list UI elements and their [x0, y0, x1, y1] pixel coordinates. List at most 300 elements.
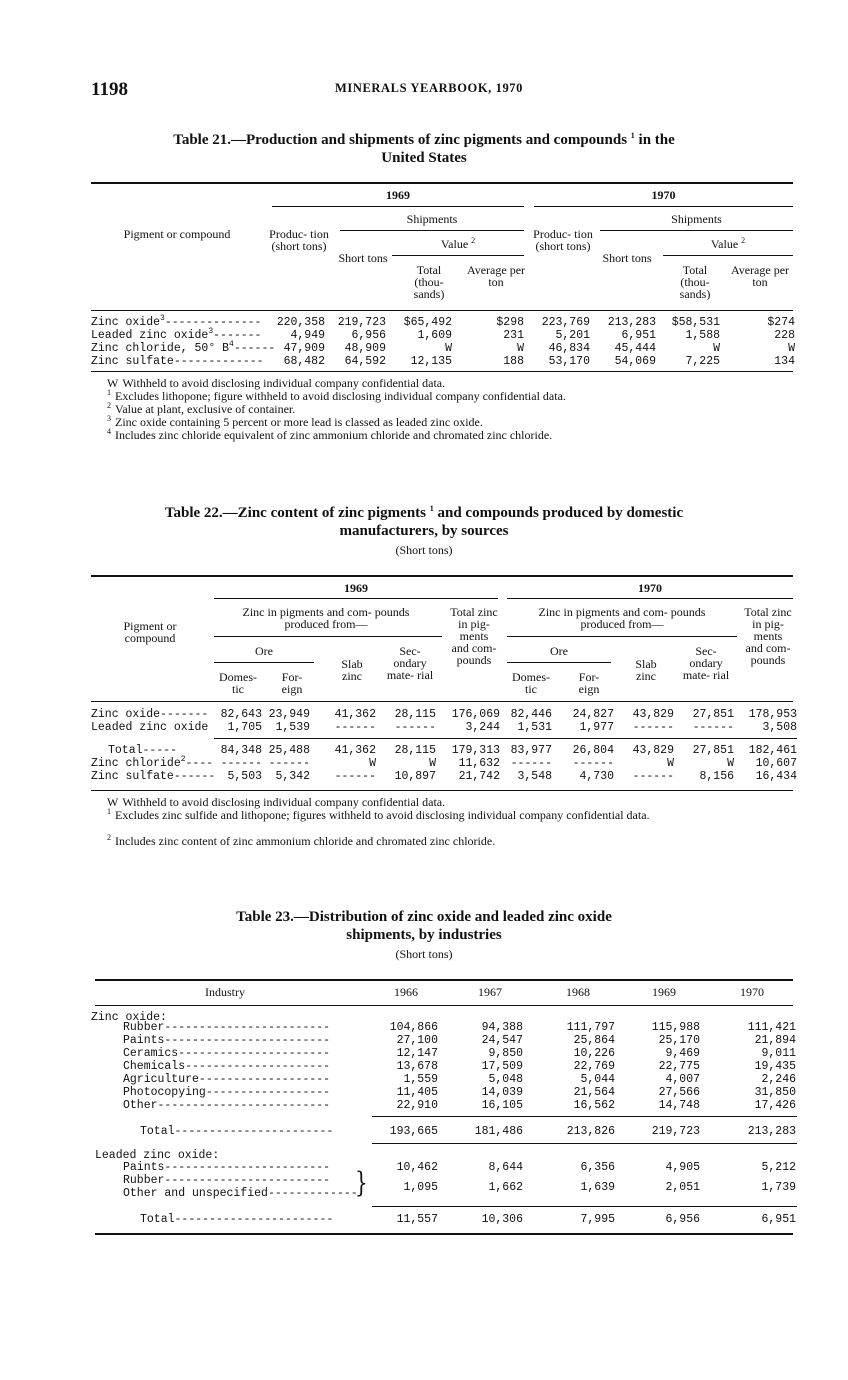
t21-footnote-mark: 3	[107, 414, 111, 423]
t23-zinc_oxide_total-leader: -----------------------	[174, 1125, 334, 1138]
table22-year-rule-a	[214, 598, 498, 599]
table22-ore-rule-1970	[507, 662, 611, 663]
table21-year-1970: 1970	[651, 188, 676, 202]
t21-cell: $58,531	[671, 316, 720, 329]
t22-cell: 3,548	[517, 770, 552, 783]
t21-cell: 5,201	[555, 329, 590, 342]
t23-zinc_oxide_rows-0-label	[123, 1022, 330, 1034]
t22-rows-0-name: Zinc oxide	[91, 708, 161, 721]
t21-row-3-name: Zinc sulfate	[91, 355, 174, 368]
t23-leaded-rubber-label	[123, 1175, 330, 1187]
t22-cell: ------	[692, 721, 734, 734]
t22-cell: 1,705	[227, 721, 262, 734]
table22-zinc-in-rule-1969	[214, 636, 442, 637]
t23-cell: 25,170	[658, 1034, 700, 1047]
t21-cell: 1,588	[685, 329, 720, 342]
t21-row-3-label	[91, 356, 264, 368]
table21-value-label-1970: Value	[710, 237, 739, 251]
t21-cell: 6,951	[621, 329, 656, 342]
table21-value-1970	[663, 238, 793, 250]
t22-cell: 28,115	[394, 708, 436, 721]
table21-top-rule	[91, 182, 793, 184]
t22-cell: ------	[334, 770, 376, 783]
t22-rows2-0-name: Zinc chloride	[91, 757, 181, 770]
t22-cell: 10,897	[394, 770, 436, 783]
t23-year-header: 1967	[478, 985, 502, 999]
t22-total-cell: 179,313	[451, 744, 500, 757]
table22-slab-1970: Slab zinc	[635, 657, 657, 683]
table21-value-label-1969: Value	[440, 237, 469, 251]
t23-subtotal-rule-1	[372, 1116, 797, 1117]
t23-zinc_oxide_rows-4-name: Agriculture	[123, 1073, 199, 1086]
table22-title-line2: manufacturers, by sources	[339, 523, 509, 539]
t23-cell: 1,095	[403, 1181, 438, 1194]
table21-value-fn-1969: 2	[471, 236, 476, 245]
t21-footnote-text: Excludes lithopone; figure withheld to avoid disclosing individual company confidential data.	[115, 389, 566, 403]
t23-cell: 14,748	[658, 1099, 700, 1112]
t22-total-label	[108, 745, 177, 757]
table21-year-rule-b	[534, 206, 793, 207]
table22-ore-1969: Ore	[255, 644, 273, 658]
t23-cell: 31,850	[754, 1086, 796, 1099]
t21-row-2-leader: ------	[233, 342, 276, 355]
table21-shipments-rule-1969	[340, 230, 524, 231]
t22-rows2-1-leader: ------	[173, 770, 216, 783]
t23-year-header: 1970	[740, 985, 764, 999]
t23-cell: 16,562	[573, 1099, 615, 1112]
t23-cell: 6,356	[580, 1161, 615, 1174]
t22-cell: 3,244	[465, 721, 500, 734]
table22-slab-1969: Slab zinc	[341, 657, 363, 683]
t22-total-cell: 41,362	[334, 744, 376, 757]
t23-cell: 12,147	[396, 1047, 438, 1060]
t22-cell: 16,434	[755, 770, 797, 783]
t22-total-cell: 26,804	[572, 744, 614, 757]
table21-year-1969: 1969	[386, 188, 410, 202]
t21-cell: W	[713, 342, 720, 355]
t21-cell: 7,225	[685, 355, 720, 368]
t23-cell: 10,306	[481, 1213, 523, 1226]
t23-zinc_oxide_rows-6-leader: -------------------------	[157, 1099, 331, 1112]
t23-cell: 7,995	[580, 1213, 615, 1226]
t21-footnote-mark: W	[107, 376, 119, 390]
table21-title-line1: Table 21.—Production and shipments of zinc pigments and compounds	[173, 132, 628, 148]
t23-cell: 1,662	[488, 1181, 523, 1194]
table21-shipments-1969: Shipments	[406, 212, 458, 226]
t22-cell: 178,953	[748, 708, 797, 721]
t23-zinc_oxide_rows-5-leader: ------------------	[205, 1086, 331, 1099]
t22-total-cell: 43,829	[632, 744, 674, 757]
table23-title-line1: Table 23.—Distribution of zinc oxide and leaded zinc oxide	[236, 909, 612, 925]
t23-cell: 213,283	[747, 1125, 796, 1138]
t23-leaded-other-name: Other and unspecified	[123, 1187, 268, 1200]
t22-cell: W	[667, 757, 674, 770]
table22-bottom-rule	[91, 790, 793, 791]
t21-cell: $274	[767, 316, 795, 329]
table22-title	[0, 504, 848, 540]
t22-cell: 1,531	[517, 721, 552, 734]
t23-cell: 21,894	[754, 1034, 796, 1047]
t23-leaded_total-label	[140, 1214, 333, 1226]
t22-cell: 43,829	[632, 708, 674, 721]
t22-rows-1-name: Leaded zinc oxide	[91, 721, 209, 734]
t22-cell: 8,156	[699, 770, 734, 783]
t21-footnote-mark: 2	[107, 401, 111, 410]
t22-cell: 1,977	[579, 721, 614, 734]
t21-row-2-name: Zinc chloride, 50° B	[91, 342, 230, 355]
t22-cell: 176,069	[451, 708, 500, 721]
t22-cell: ------	[394, 721, 436, 734]
t22-cell: 1,539	[275, 721, 310, 734]
table21-short-tons-1970: Short tons	[602, 251, 652, 265]
t23-group-zinc-oxide: Zinc oxide:	[91, 1011, 167, 1024]
t21-row-0-name: Zinc oxide	[91, 316, 161, 329]
table22-total-zinc-1969: Total zinc in pig- ments and com- pounds	[450, 605, 498, 667]
t23-zinc_oxide_rows-4-label	[123, 1074, 330, 1086]
t22-total-cell: 28,115	[394, 744, 436, 757]
t23-cell: 213,826	[566, 1125, 615, 1138]
t23-zinc_oxide_rows-2-leader: ----------------------	[178, 1047, 331, 1060]
t21-footnote-mark: 4	[107, 427, 111, 436]
table22-title-footnote-mark: 1	[429, 504, 434, 513]
t22-total-leader: -----	[142, 744, 178, 757]
table23-header-rule	[95, 1005, 793, 1006]
t23-cell: 4,007	[665, 1073, 700, 1086]
t23-subtotal-rule-2	[372, 1206, 797, 1207]
table22-zinc-in-1969: Zinc in pigments and com- pounds produced from—	[242, 605, 410, 631]
t22-footnote	[91, 809, 801, 822]
t21-row-1-name: Leaded zinc oxide	[91, 329, 209, 342]
table22-domestic-1970: Domes- tic	[512, 670, 550, 696]
table22-stub-head: Pigment or compound	[123, 619, 177, 645]
t22-cell: 11,632	[458, 757, 500, 770]
t23-cell: 11,557	[396, 1213, 438, 1226]
t22-cell: 23,949	[268, 708, 310, 721]
table21-shipments-rule-1970	[600, 230, 793, 231]
t22-total-cell: 25,488	[268, 744, 310, 757]
t22-footnote-mark: W	[107, 795, 119, 809]
t23-cell: 1,559	[403, 1073, 438, 1086]
table22-year-1970: 1970	[638, 581, 662, 595]
t23-cell: 10,462	[396, 1161, 438, 1174]
table21-total-1970: Total (thou- sands)	[679, 263, 711, 301]
t23-cell: 9,850	[488, 1047, 523, 1060]
t22-cell: ------	[632, 721, 674, 734]
t23-cell: 5,044	[580, 1073, 615, 1086]
table21-production-1970: Produc- tion (short tons)	[533, 227, 593, 253]
t21-footnote-text: Withheld to avoid disclosing individual company confidential data.	[122, 376, 446, 390]
t22-footnote-text: Excludes zinc sulfide and lithopone; figures withheld to avoid disclosing individual company confidential data.	[115, 808, 650, 822]
table22-title-line1-end: and compounds produced by domestic	[437, 505, 684, 521]
t21-cell: 6,956	[351, 329, 386, 342]
table21-title-line2: United States	[381, 150, 467, 166]
table22-subtitle: (Short tons)	[395, 543, 453, 557]
table21-bottom-rule	[91, 371, 793, 372]
table22-zinc-in-1970: Zinc in pigments and com- pounds produced from—	[538, 605, 706, 631]
t22-rows2-1-name: Zinc sulfate	[91, 770, 174, 783]
t21-footnote-text: Zinc oxide containing 5 percent or more lead is classed as leaded zinc oxide.	[115, 415, 483, 429]
t23-zinc_oxide_rows-3-label	[123, 1061, 330, 1073]
table21-production-1969: Produc- tion (short tons)	[269, 227, 329, 253]
t23-cell: 25,864	[573, 1034, 615, 1047]
t22-cell: 4,730	[579, 770, 614, 783]
t21-footnote-text: Value at plant, exclusive of container.	[115, 402, 296, 416]
t23-leaded-rubber-leader: ------------------------	[164, 1174, 331, 1187]
table21-value-fn-1970: 2	[741, 236, 746, 245]
t23-cell: 16,105	[481, 1099, 523, 1112]
t23-zinc_oxide_rows-2-label	[123, 1048, 330, 1060]
table23-title	[0, 908, 848, 944]
t23-cell: 1,639	[580, 1181, 615, 1194]
t23-year-header: 1969	[652, 985, 676, 999]
t21-cell: 64,592	[344, 355, 386, 368]
t23-cell: 5,212	[761, 1161, 796, 1174]
table21-average-1969: Average per ton	[466, 263, 526, 289]
table22-title-line1: Table 22.—Zinc content of zinc pigments	[164, 505, 426, 521]
t23-cell: 193,665	[389, 1125, 438, 1138]
t21-cell: $65,492	[403, 316, 452, 329]
table22-total-zinc-1970: Total zinc in pig- ments and com- pounds	[744, 605, 792, 667]
t23-year-header: 1968	[566, 985, 590, 999]
t23-cell: 13,678	[396, 1060, 438, 1073]
table21-value-rule-1969	[392, 255, 524, 256]
t23-cell: 111,421	[747, 1021, 796, 1034]
t23-cell: 6,956	[665, 1213, 700, 1226]
t23-leaded-rubber-name: Rubber	[123, 1174, 165, 1187]
table22-ore-1970: Ore	[550, 644, 568, 658]
t23-cell: 2,246	[761, 1073, 796, 1086]
t23-zinc_oxide_rows-2-name: Ceramics	[123, 1047, 179, 1060]
t21-cell: 68,482	[283, 355, 325, 368]
t22-total-cell: 27,851	[692, 744, 734, 757]
t21-cell: 134	[774, 355, 795, 368]
t22-cell: ------	[334, 721, 376, 734]
t23-cell: 24,547	[481, 1034, 523, 1047]
table22-foreign-1970: For- eign	[578, 670, 600, 696]
t23-cell: 9,011	[761, 1047, 796, 1060]
t23-leaded_paints-leader: ------------------------	[164, 1161, 331, 1174]
t22-footnote-mark: 2	[107, 833, 111, 842]
t22-cell: ------	[220, 757, 262, 770]
table21-short-tons-1969: Short tons	[338, 251, 388, 265]
t21-cell: 1,609	[417, 329, 452, 342]
t23-cell: 19,435	[754, 1060, 796, 1073]
running-head: MINERALS YEARBOOK, 1970	[335, 81, 524, 95]
t21-row-3-leader: -------------	[173, 355, 264, 368]
t23-zinc_oxide_rows-5-label	[123, 1087, 330, 1099]
t23-cell: 5,048	[488, 1073, 523, 1086]
t22-footnote	[107, 835, 495, 848]
t23-zinc_oxide_rows-5-name: Photocopying	[123, 1086, 206, 1099]
t23-zinc_oxide_rows-0-leader: ------------------------	[164, 1021, 331, 1034]
t22-cell: 21,742	[458, 770, 500, 783]
t22-cell: 41,362	[334, 708, 376, 721]
t22-cell: ------	[632, 770, 674, 783]
t22-cell: 5,503	[227, 770, 262, 783]
t23-zinc_oxide_total-name: Total	[140, 1125, 175, 1138]
t23-leaded-other-leader: -------------	[267, 1187, 358, 1200]
table22-secondary-1969: Sec- ondary mate- rial	[386, 644, 434, 682]
t21-cell: 231	[503, 329, 524, 342]
t22-total-cell: 182,461	[748, 744, 797, 757]
t23-zinc_oxide_rows-3-leader: ---------------------	[185, 1060, 331, 1073]
t22-footnote-mark: 1	[107, 807, 111, 816]
t21-cell: W	[445, 342, 452, 355]
t23-zinc_oxide_total-label	[140, 1126, 333, 1138]
table23-top-rule	[95, 979, 793, 981]
t22-rows2-0-leader: ----	[185, 757, 214, 770]
t23-cell: 17,426	[754, 1099, 796, 1112]
table22-ore-rule-1969	[214, 662, 314, 663]
table21-title-line1-end: in the	[638, 132, 675, 148]
t23-cell: 22,775	[658, 1060, 700, 1073]
t23-zinc_oxide_rows-3-name: Chemicals	[123, 1060, 186, 1073]
table22-foreign-1969: For- eign	[281, 670, 303, 696]
t23-zinc_oxide_rows-0-name: Rubber	[123, 1021, 165, 1034]
t23-cell: 219,723	[651, 1125, 700, 1138]
t21-cell: 53,170	[548, 355, 590, 368]
t23-cell: 115,988	[651, 1021, 700, 1034]
t23-cell: 27,566	[658, 1086, 700, 1099]
t21-cell: 220,358	[276, 316, 325, 329]
t21-cell: 223,769	[541, 316, 590, 329]
t23-cell: 6,951	[761, 1213, 796, 1226]
t23-cell: 4,905	[665, 1161, 700, 1174]
t22-cell: ------	[510, 757, 552, 770]
t23-zinc_oxide_rows-6-label	[123, 1100, 330, 1112]
t23-cell: 10,226	[573, 1047, 615, 1060]
t23-leaded_paints-label	[123, 1162, 330, 1174]
t21-cell: $298	[496, 316, 524, 329]
t23-zinc_oxide_rows-4-leader: -------------------	[198, 1073, 331, 1086]
t22-cell: 24,827	[572, 708, 614, 721]
t23-cell: 94,388	[481, 1021, 523, 1034]
t23-cell: 17,509	[481, 1060, 523, 1073]
t21-cell: 4,949	[290, 329, 325, 342]
t21-row-0-footnote-mark: 3	[160, 314, 165, 324]
table21-average-1970: Average per ton	[730, 263, 790, 289]
t23-cell: 8,644	[488, 1161, 523, 1174]
table22-domestic-1969: Domes- tic	[219, 670, 257, 696]
t23-zinc_oxide_rows-1-label	[123, 1035, 330, 1047]
t23-zinc_oxide_rows-1-name: Paints	[123, 1034, 165, 1047]
table23-subtitle: (Short tons)	[395, 947, 453, 961]
t21-row-1-leader: -------	[213, 329, 262, 342]
t21-cell: 228	[774, 329, 795, 342]
t22-rows2-0-footnote-mark: 2	[180, 755, 186, 765]
t23-cell: 104,866	[389, 1021, 438, 1034]
t21-footnote	[107, 429, 552, 442]
table22-year-rule-b	[507, 598, 793, 599]
t21-cell: 47,909	[283, 342, 325, 355]
t23-cell: 1,739	[761, 1181, 796, 1194]
t22-cell: 82,643	[220, 708, 262, 721]
t23-leaded_total-name: Total	[140, 1213, 175, 1226]
t21-cell: 213,283	[607, 316, 656, 329]
t21-row-2-footnote-mark: 4	[229, 340, 234, 350]
t23-cell: 22,769	[573, 1060, 615, 1073]
t22-cell: ------	[268, 757, 310, 770]
t23-cell: 14,039	[481, 1086, 523, 1099]
table21-value-1969	[392, 238, 524, 250]
t21-footnote-mark: 1	[107, 388, 111, 397]
table22-top-rule	[91, 575, 793, 577]
t21-row-0-label	[91, 314, 262, 329]
t21-cell: W	[788, 342, 795, 355]
t23-leaded_paints-name: Paints	[123, 1161, 165, 1174]
t22-cell: 10,607	[755, 757, 797, 770]
table21-stub-head: Pigment or compound	[123, 227, 231, 241]
t23-year-header: 1966	[394, 985, 418, 999]
t21-cell: 219,723	[337, 316, 386, 329]
t23-cell: 2,051	[665, 1181, 700, 1194]
t23-cell: 22,910	[396, 1099, 438, 1112]
t21-cell: 188	[503, 355, 524, 368]
t22-subtotal-rule	[214, 738, 797, 739]
t22-total-name: Total	[108, 744, 143, 757]
t22-rows-0-leader: -------	[160, 708, 209, 721]
t21-footnote-text: Includes zinc chloride equivalent of zinc ammonium chloride and chromated zinc chloride.	[115, 428, 553, 442]
page-number: 1198	[91, 79, 128, 100]
table23-bottom-rule	[95, 1233, 793, 1235]
t22-total-cell: 83,977	[510, 744, 552, 757]
table21-title-footnote-mark: 1	[630, 131, 635, 140]
t23-brace: }	[355, 1165, 368, 1199]
t21-cell: 48,909	[344, 342, 386, 355]
t22-cell: W	[727, 757, 734, 770]
t21-row-1-label	[91, 327, 262, 342]
table21-shipments-1970: Shipments	[671, 212, 722, 226]
t23-leaded_total-leader: -----------------------	[174, 1213, 334, 1226]
t21-cell: 46,834	[548, 342, 590, 355]
table22-secondary-1970: Sec- ondary mate- rial	[682, 644, 730, 682]
t21-row-1-footnote-mark: 3	[208, 327, 214, 337]
t22-cell: 5,342	[275, 770, 310, 783]
t23-total-rule-1	[372, 1143, 797, 1144]
t23-cell: 21,564	[573, 1086, 615, 1099]
t21-cell: 12,135	[410, 355, 452, 368]
t23-group-leaded: Leaded zinc oxide:	[95, 1149, 220, 1162]
t22-cell: 27,851	[692, 708, 734, 721]
t23-cell: 181,486	[474, 1125, 523, 1138]
table21-title	[0, 131, 848, 167]
t22-footnote-text: Withheld to avoid disclosing individual company confidential data.	[122, 795, 446, 809]
t22-footnote-text: Includes zinc content of zinc ammonium chloride and chromated zinc chloride.	[115, 834, 496, 848]
t22-cell: ------	[572, 757, 614, 770]
t23-cell: 9,469	[665, 1047, 700, 1060]
table21-header-rule	[91, 310, 793, 311]
t22-total-cell: 84,348	[220, 744, 262, 757]
t23-zinc_oxide_rows-1-leader: ------------------------	[164, 1034, 331, 1047]
t22-cell: W	[369, 757, 376, 770]
table21-value-rule-1970	[663, 255, 793, 256]
t21-row-0-leader: --------------	[164, 316, 262, 329]
t23-leaded-other-label	[123, 1188, 358, 1200]
table22-zinc-in-rule-1970	[507, 636, 737, 637]
t23-cell: 27,100	[396, 1034, 438, 1047]
t23-cell: 11,405	[396, 1086, 438, 1099]
table21-year-rule-a	[272, 206, 524, 207]
table21-total-1969: Total (thou- sands)	[413, 263, 445, 301]
table22-header-rule	[91, 701, 793, 702]
t22-cell: 3,508	[762, 721, 797, 734]
t23-cell: 111,797	[566, 1021, 615, 1034]
table22-year-1969: 1969	[344, 581, 368, 595]
table23-title-line2: shipments, by industries	[346, 927, 502, 943]
t21-cell: 54,069	[614, 355, 656, 368]
t22-cell: 82,446	[510, 708, 552, 721]
t23-zinc_oxide_rows-6-name: Other	[123, 1099, 158, 1112]
